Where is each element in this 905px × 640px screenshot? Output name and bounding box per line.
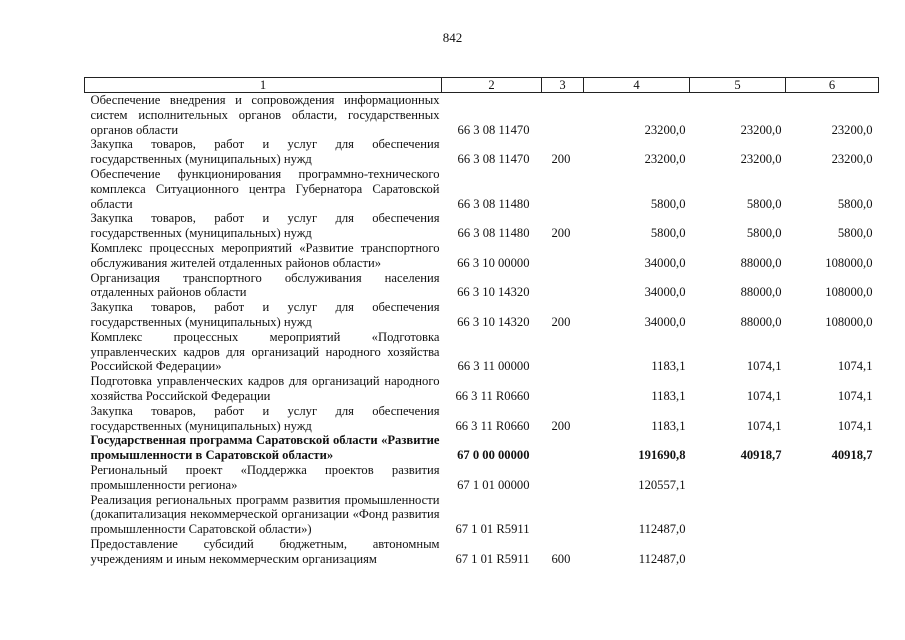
row-value-2: 1074,1 [746, 418, 782, 433]
row-value-3: 5800,0 [837, 196, 873, 211]
row-name: Закупка товаров, работ и услуг для обеспечения государственных (муниципальных) нужд [90, 211, 440, 241]
row-value-2 [690, 493, 786, 537]
table-body [85, 93, 879, 567]
header-col-2: 2 [442, 78, 542, 93]
table-header [85, 78, 879, 93]
row-value-1: 23200,0 [644, 152, 686, 167]
row-value-1: 5800,0 [650, 196, 686, 211]
row-value-3: 108000,0 [825, 314, 873, 329]
row-expense-type: 200 [551, 314, 571, 329]
row-expense-type [542, 374, 584, 404]
row-name: Комплекс процессных мероприятий «Подготовка управленческих кадров для организаций народного хозяйства Российской Федерации» [90, 329, 440, 374]
table-row [85, 137, 879, 167]
table-row [85, 433, 879, 463]
row-name: Комплекс процессных мероприятий «Развитие транспортного обслуживания жителей отдаленных районов области» [90, 240, 440, 270]
row-value-1: 34000,0 [644, 285, 686, 300]
row-value-1: 120557,1 [638, 477, 686, 492]
row-name: Обеспечение внедрения и сопровождения информационных систем исполнительных органов области, государственных органов области [90, 93, 440, 137]
row-value-2: 88000,0 [740, 285, 782, 300]
row-value-3: 1074,1 [837, 359, 873, 374]
row-value-1: 34000,0 [644, 314, 686, 329]
row-expense-type: 200 [551, 152, 571, 167]
row-value-3 [786, 493, 879, 537]
row-expense-type [542, 330, 584, 374]
row-value-3: 23200,0 [831, 122, 873, 137]
table-row [85, 271, 879, 301]
table-row [85, 167, 879, 211]
row-expense-type [542, 167, 584, 211]
row-value-1: 191690,8 [638, 448, 686, 463]
row-expense-type [542, 493, 584, 537]
row-value-1: 23200,0 [644, 122, 686, 137]
budget-table-wrapper [84, 77, 878, 567]
table-row [85, 93, 879, 138]
row-expense-type: 200 [551, 418, 571, 433]
header-col-4: 4 [584, 78, 690, 93]
row-code: 66 3 08 11480 [457, 226, 530, 241]
row-name: Государственная программа Саратовской области «Развитие промышленности в Саратовской области» [90, 433, 440, 463]
row-code: 66 3 10 14320 [457, 314, 530, 329]
row-name: Региональный проект «Поддержка проектов развития промышленности региона» [90, 462, 440, 492]
row-code: 66 3 08 11470 [457, 152, 530, 167]
table-row [85, 404, 879, 434]
row-name: Предоставление субсидий бюджетным, автономным учреждениям и иным некоммерческим организациям [90, 536, 440, 566]
table-row [85, 211, 879, 241]
table-row [85, 493, 879, 537]
row-name: Обеспечение функционирования программно-технического комплекса Ситуационного центра Губернатора Саратовской области [90, 166, 440, 211]
row-code: 66 3 11 00000 [457, 359, 530, 374]
row-expense-type [542, 271, 584, 301]
row-expense-type: 200 [551, 226, 571, 241]
row-code: 66 3 11 R0660 [455, 418, 530, 433]
table-row [85, 300, 879, 330]
row-value-2: 5800,0 [746, 196, 782, 211]
row-value-2: 5800,0 [746, 226, 782, 241]
page-number: 842 [442, 30, 463, 45]
row-name: Закупка товаров, работ и услуг для обеспечения государственных (муниципальных) нужд [90, 137, 440, 167]
row-expense-type [542, 93, 584, 138]
row-code: 67 1 01 00000 [457, 477, 530, 492]
row-value-1: 1183,1 [651, 388, 686, 403]
row-code: 67 1 01 R5911 [455, 551, 530, 566]
header-col-5: 5 [690, 78, 786, 93]
row-name: Закупка товаров, работ и услуг для обеспечения государственных (муниципальных) нужд [90, 403, 440, 433]
row-value-3 [786, 463, 879, 493]
row-value-3: 108000,0 [825, 285, 873, 300]
row-value-2: 88000,0 [740, 314, 782, 329]
table-row [85, 241, 879, 271]
row-name: Подготовка управленческих кадров для организаций народного хозяйства Российской Федерации [90, 374, 440, 403]
row-expense-type: 600 [551, 551, 571, 566]
row-value-2: 23200,0 [740, 122, 782, 137]
row-value-1: 1183,1 [651, 418, 686, 433]
row-value-2 [690, 463, 786, 493]
row-name: Организация транспортного обслуживания населения отдаленных районов области [90, 270, 440, 300]
row-code: 66 3 08 11470 [457, 122, 530, 137]
budget-table [84, 77, 879, 567]
row-value-1: 112487,0 [638, 551, 686, 566]
row-value-3: 40918,7 [831, 448, 873, 463]
row-expense-type [542, 433, 584, 463]
row-code: 67 0 00 00000 [457, 448, 530, 463]
header-col-1: 1 [85, 78, 442, 93]
row-value-3: 5800,0 [837, 226, 873, 241]
row-value-3: 1074,1 [837, 418, 873, 433]
row-expense-type [542, 463, 584, 493]
row-value-2: 88000,0 [740, 255, 782, 270]
table-row [85, 374, 879, 404]
row-value-1: 112487,0 [638, 522, 686, 537]
row-expense-type [542, 241, 584, 271]
table-row [85, 463, 879, 493]
row-value-2: 40918,7 [740, 448, 782, 463]
row-name: Реализация региональных программ развития промышленности (докапитализация некоммерческой организации «Фонд развития промышленности Саратовской области») [90, 492, 440, 537]
row-code: 66 3 10 14320 [457, 285, 530, 300]
row-value-2: 1074,1 [746, 388, 782, 403]
row-name: Закупка товаров, работ и услуг для обеспечения государственных (муниципальных) нужд [90, 300, 440, 329]
row-value-3: 108000,0 [825, 255, 873, 270]
row-value-2 [690, 537, 786, 567]
row-code: 66 3 08 11480 [457, 196, 530, 211]
table-row [85, 537, 879, 567]
row-value-2: 1074,1 [746, 359, 782, 374]
table-row [85, 330, 879, 374]
row-code: 67 1 01 R5911 [455, 522, 530, 537]
row-value-1: 1183,1 [651, 359, 686, 374]
row-value-3 [786, 537, 879, 567]
header-row [85, 78, 879, 93]
header-col-6: 6 [786, 78, 879, 93]
row-code: 66 3 10 00000 [457, 255, 530, 270]
header-col-3: 3 [542, 78, 584, 93]
row-value-1: 5800,0 [650, 226, 686, 241]
row-value-1: 34000,0 [644, 255, 686, 270]
row-code: 66 3 11 R0660 [455, 388, 530, 403]
row-value-3: 1074,1 [837, 388, 873, 403]
row-value-2: 23200,0 [740, 152, 782, 167]
row-value-3: 23200,0 [831, 152, 873, 167]
